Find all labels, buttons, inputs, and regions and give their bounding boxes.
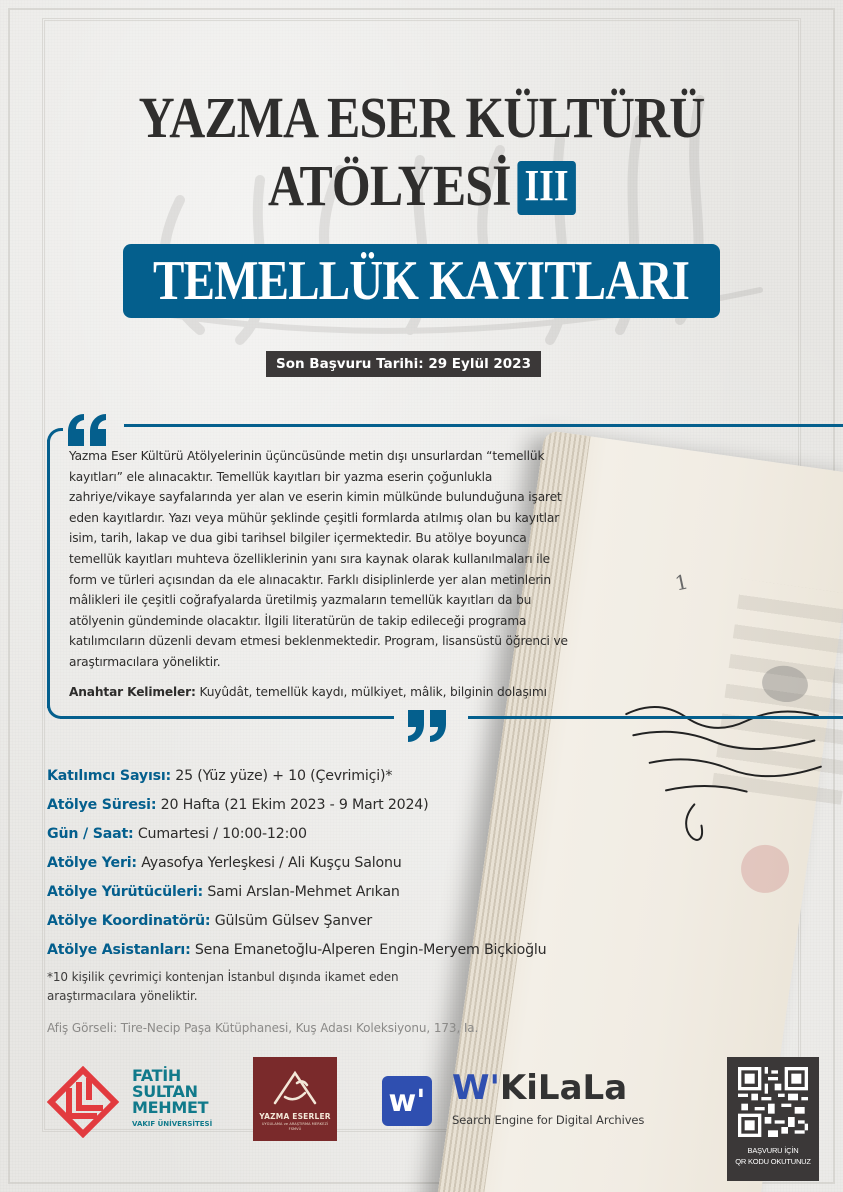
quote-bracket-left: [47, 440, 50, 708]
detail-day-time: [47, 820, 607, 849]
application-qr-code[interactable]: [727, 1057, 819, 1181]
fsm-university-name: [132, 1068, 212, 1130]
wikilala-rest: KiLaLa: [499, 1068, 628, 1108]
detail-label: Atölye Asistanları:: [47, 942, 191, 958]
close-quote-icon: [404, 708, 448, 744]
wikilala-tagline: Search Engine for Digital Archives: [452, 1113, 645, 1127]
workshop-details: [47, 762, 607, 965]
fsm-line-2: SULTAN: [132, 1082, 198, 1101]
fsm-university-logo-icon: [47, 1066, 119, 1138]
detail-label: Atölye Koordinatörü:: [47, 913, 211, 929]
quote-divider-bottom-left: [60, 716, 394, 719]
wikilala-wordmark: [452, 1068, 627, 1108]
qr-caption: [727, 1145, 819, 1167]
deadline-badge: Son Başvuru Tarihi: 29 Eylül 2023: [266, 351, 541, 377]
detail-value: Sena Emanetoğlu-Alperen Engin-Meryem Biçkioğlu: [190, 942, 547, 958]
online-quota-footnote: *10 kişilik çevrimiçi kontenjan İstanbul dışında ikamet eden araştırmacılara yöneliktir.: [47, 970, 399, 1003]
yazma-eserler-sub: UYGULAMA ve ARAŞTIRMA MERKEZİ: [261, 1122, 329, 1126]
subtitle-text: TEMELLÜK KAYITLARI: [153, 250, 690, 312]
keywords: [69, 682, 569, 702]
detail-value: 25 (Yüz yüze) + 10 (Çevrimiçi)*: [170, 768, 393, 784]
yazma-eserler-logo: [253, 1057, 337, 1141]
detail-label: Katılımcı Sayısı:: [47, 768, 171, 784]
detail-instructors: [47, 878, 607, 907]
detail-duration: [47, 791, 607, 820]
edition-badge: III: [517, 161, 575, 215]
wikilala-app-icon: w': [382, 1076, 432, 1126]
detail-assistants: [47, 936, 607, 965]
quote-divider-top: [124, 424, 843, 427]
yazma-eserler-glyph-icon: [271, 1067, 319, 1107]
detail-label: Atölye Yürütücüleri:: [47, 884, 204, 900]
keywords-value: Kuyûdât, temellük kaydı, mülkiyet, mâlik, bilginin dolaşımı: [195, 685, 547, 699]
wikilala-w: W': [452, 1068, 500, 1108]
fsm-line-1: FATİH: [132, 1066, 181, 1085]
detail-label: Atölye Yeri:: [47, 855, 137, 871]
detail-location: [47, 849, 607, 878]
detail-label: Gün / Saat:: [47, 826, 134, 842]
title-word-atolyesi: ATÖLYESİ: [267, 153, 511, 218]
yazma-eserler-name: YAZMA ESERLER: [259, 1112, 331, 1121]
detail-participants: [47, 762, 607, 791]
yazma-eserler-sub2: FSMVÜ: [288, 1127, 302, 1131]
detail-value: 20 Hafta (21 Ekim 2023 - 9 Mart 2024): [156, 797, 429, 813]
open-quote-icon: [66, 412, 110, 448]
qr-caption-line-1: BAŞVURU İÇİN: [747, 1146, 799, 1155]
detail-value: Cumartesi / 10:00-12:00: [133, 826, 307, 842]
image-credit: Afiş Görseli: Tire-Necip Paşa Kütüphanesi, Kuş Adası Koleksiyonu, 173, Ia.: [47, 1021, 479, 1035]
subtitle-banner: [123, 244, 720, 318]
fsm-line-4: VAKIF ÜNİVERSİTESİ: [132, 1120, 213, 1128]
quote-divider-bottom-right: [468, 716, 843, 719]
description-paragraph: [69, 446, 569, 673]
detail-coordinator: [47, 907, 607, 936]
detail-value: Gülsüm Gülsev Şanver: [210, 913, 372, 929]
fsm-line-3: MEHMET: [132, 1098, 209, 1117]
title-line-1: YAZMA ESER KÜLTÜRÜ: [138, 85, 705, 150]
folio-number: 1: [672, 569, 691, 596]
detail-value: Sami Arslan-Mehmet Arıkan: [203, 884, 400, 900]
ownership-note-icon: [598, 673, 840, 872]
qr-caption-line-2: QR KODU OKUTUNUZ: [735, 1157, 811, 1166]
detail-value: Ayasofya Yerleşkesi / Ali Kuşçu Salonu: [136, 855, 402, 871]
qr-code-icon: [738, 1067, 808, 1137]
title-line-2: [0, 152, 843, 219]
keywords-label: Anahtar Kelimeler:: [69, 685, 196, 699]
description-text: Yazma Eser Kültürü Atölyelerinin üçüncüsünde metin dışı unsurlardan “temellük kayıtları” ele alınacaktır. Temellük kayıtları bir yazma eserin çoğunlukla zahriye/vikaye sayfalarında yer alan ve eserin kimin mülkünde bulunduğuna işaret eden kayıtlardır. Yazı veya mühür şeklinde çeşitli formlarda atılmış olan bu kayıtlar isim, tarih, lakap ve dua gibi tarihsel bilgiler içermektedir. Bu atölye boyunca temellük kayıtları muhteva özelliklerinin yanı sıra kaynak olarak kullanılmaları ile form ve türleri açısından da ele alınacaktır. Farklı disiplinlerde yer alan metinlerin mâlikleri ile çeşitli coğrafyalarda üretilmiş yazmaların temellük kayıtları da bu atölyenin gündeminde olacaktır. İlgili literatürün de takip edileceği programa katılımcıların düzenli devam etmesi beklenmektedir. Program, lisansüstü öğrenci ve araştırmacılara yöneliktir.: [69, 449, 568, 669]
detail-label: Atölye Süresi:: [47, 797, 157, 813]
